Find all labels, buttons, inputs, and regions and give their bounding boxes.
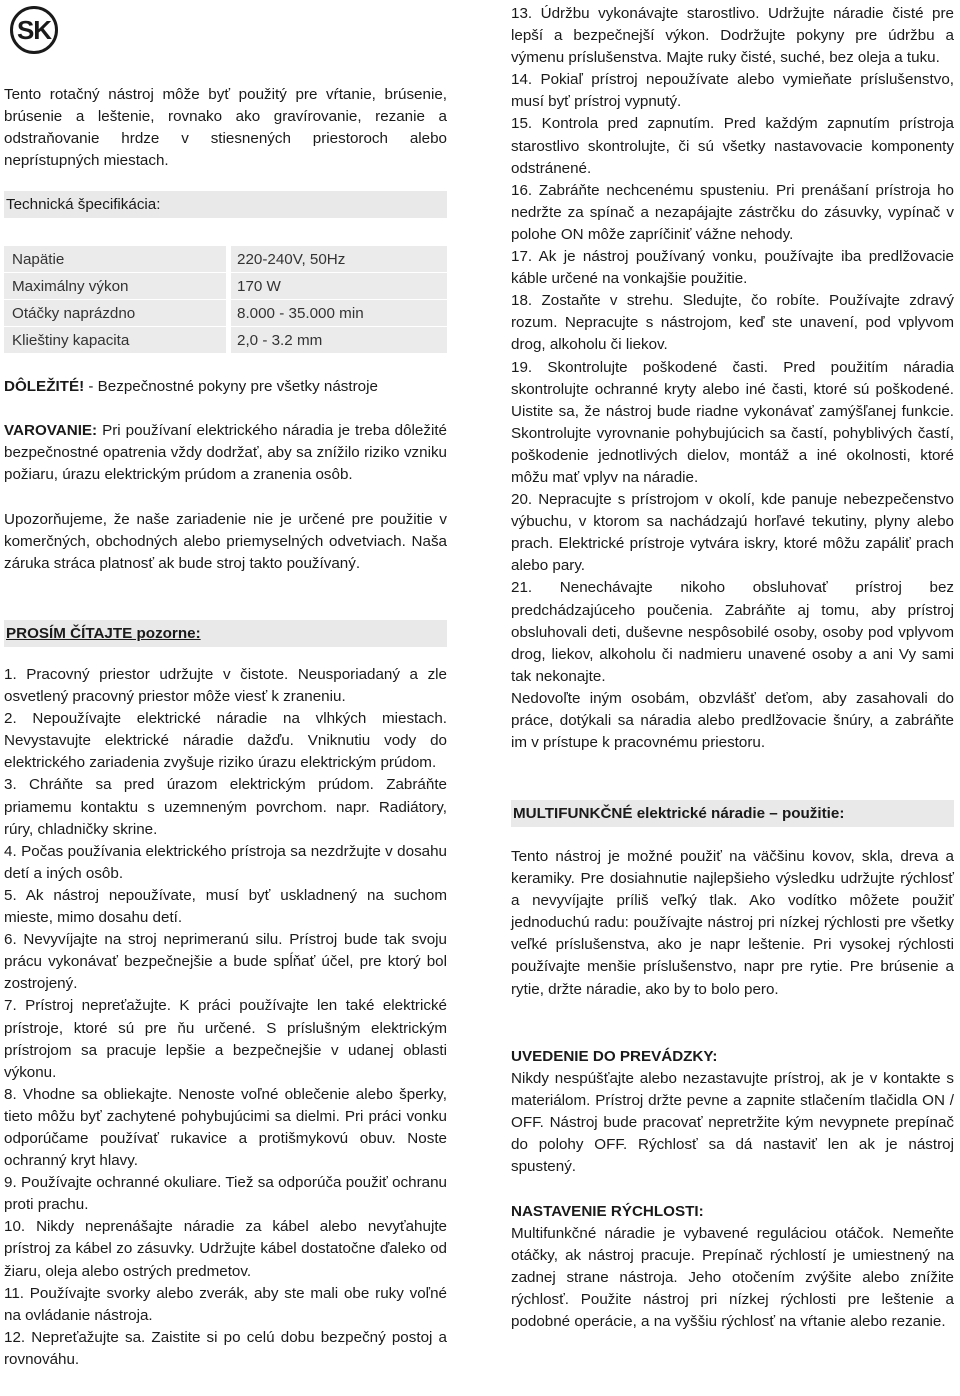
list-item: 18. Zostaňte v strehu. Sledujte, čo robíte. Používajte zdravý rozum. Nepracujte s nástrojom, keď ste unavení, pod vplyvom drog, alkoholu či liekov. bbox=[511, 292, 954, 354]
spec-value: 170 W bbox=[231, 273, 447, 300]
read-carefully-heading: PROSÍM ČÍTAJTE pozorne: bbox=[4, 620, 447, 647]
multifunction-paragraph: Tento nástroj je možné použiť na väčšinu kovov, skla, dreva a keramiky. Pre dosiahnutie najlepšieho výsledku udržujte rýchlosť a nevyvíjajte príliš veľký tlak. Ako vodítko môžete použiť jednoduchú radu: používajte nástroj pri nízkej rýchlosti pre všetky veľké príslušenstva, ako je napr leštenie. Pri vysokej rýchlosti používajte menšie príslušenstvo, napr pre rytie. Pre brúsenie a rytie, držte náradie, ako by to bolo pero. bbox=[511, 848, 954, 998]
spec-row bbox=[4, 327, 447, 354]
list-item: 7. Prístroj nepreťažujte. K práci používajte len také elektrické prístroje, ktoré sú pre ňu určené. S príslušným elektrickým prístrojom sa pracuje lepšie a bezpečnejšie v udanej oblasti výkonu. bbox=[4, 997, 447, 1081]
start-paragraph: Nikdy nespúšťajte alebo nezastavujte prístroj, ak je v kontakte s materiálom. Prístroj držte pevne a zapnite stlačením tlačidla ON / OFF. Nástroj bude pracovať nepretržite kým nevypnete prepínač do polohy OFF. Rýchlosť sa dá nastaviť len ak je nástroj spustený. bbox=[511, 1070, 954, 1176]
list-item: 13. Údržbu vykonávajte starostlivo. Udržujte náradie čisté pre lepší a bezpečnejší výkon. Dodržujte pokyny pre údržbu a výmenu príslušenstva. Majte ruky čisté, suché, bez oleja a tuku. bbox=[511, 5, 954, 67]
list-item: 3. Chráňte sa pred úrazom elektrickým prúdom. Zabráňte priamemu kontaktu s uzemneným povrchom. napr. Radiátory, rúry, chladničky skrine. bbox=[4, 776, 447, 838]
sk-language-logo: SK bbox=[10, 6, 58, 54]
intro-paragraph: Tento rotačný nástroj môže byť použitý pre vŕtanie, brúsenie, brúsenie a leštenie, rovnako ako gravírovanie, rezanie a odstraňovanie hrdze v stiesnených priestoroch alebo neprístupných miestach. bbox=[4, 86, 447, 170]
list-item: 20. Nepracujte s prístrojom v okolí, kde panuje nebezpečenstvo výbuchu, v ktorom sa nachádzajú horľavé tekutiny, plyny alebo prach. Elektrické prístroje vytvára iskry, ktoré môžu zapáliť prach alebo pary. bbox=[511, 491, 954, 575]
spec-row bbox=[4, 246, 447, 273]
list-item: 16. Zabráňte nechcenému spusteniu. Pri prenášaní prístroja ho nedržte za spínač a nezapájajte zástrčku do zásuvky, vypínač v polohe ON môže zapríčiniť vážne nehody. bbox=[511, 181, 954, 243]
list-item: 19. Skontrolujte poškodené časti. Pred použitím náradia skontrolujte ochranné kryty alebo iné časti, ktoré sú poškodené. Uistite sa, že nástroj bude riadne vykonávať zamýšľanej funkcie. Skontrolujte vyrovnanie pohybujúcich sa častí, pohyblivých častí, poškodenie jednotlivých dielov, montáž a iné okolnosti, ktoré môžu mať vplyv na náradie. bbox=[511, 358, 954, 486]
list-item: 10. Nikdy neprenášajte náradie za kábel alebo nevyťahujte prístroj za kábel zo zásuvky. Udržujte kábel dostatočne ďaleko od žiaru, oleja alebo ostrých predmetov. bbox=[4, 1218, 447, 1280]
list-item: 9. Používajte ochranné okuliare. Tiež sa odporúča použiť ochranu proti prachu. bbox=[4, 1174, 447, 1214]
list-item: 4. Počas používania elektrického prístroja sa nezdržujte v dosahu detí a iných osôb. bbox=[4, 842, 447, 882]
safety-list-right bbox=[511, 3, 954, 754]
important-text: - Bezpečnostné pokyny pre všetky nástroje bbox=[84, 378, 378, 395]
list-item: 11. Používajte svorky alebo zverák, aby ste mali obe ruky voľné na ovládanie nástroja. bbox=[4, 1284, 447, 1324]
spec-label: Otáčky naprázdno bbox=[4, 300, 226, 327]
list-item: 1. Pracovný priestor udržujte v čistote. Neusporiadaný a zle osvetlený pracovný priestor môže viesť k zraneniu. bbox=[4, 666, 447, 706]
speed-paragraph: Multifunkčné náradie je vybavené reguláciou otáčok. Nemeňte otáčky, ak nástroj pracuje. Prepínač rýchlostí je umiestnený na zadnej strane nástroja. Jeho otočením zvýšite alebo znížite rýchlosť. Použite nástroj pri nízkej rýchlosti pre leštenie a podobné operácie, a na vyššiu rýchlosť na vŕtanie alebo rezanie. bbox=[511, 1225, 954, 1331]
spec-value: 8.000 - 35.000 min bbox=[231, 300, 447, 327]
list-item: 14. Pokiaľ prístroj nepoužívate alebo vymieňate príslušenstvo, musí byť prístroj vypnutý. bbox=[511, 71, 954, 111]
spec-label: Maximálny výkon bbox=[4, 273, 226, 300]
warning-paragraph bbox=[4, 420, 447, 486]
list-item: 5. Ak nástroj nepoužívate, musí byť uskladnený na suchom mieste, mimo dosahu detí. bbox=[4, 886, 447, 927]
list-item: 2. Nepoužívajte elektrické náradie na vlhkých miestach. Nevystavujte elektrické náradie dažďu. Vniknutiu vody do elektrického zariadenia zvyšuje riziko úrazu elektrickým prúdom. bbox=[4, 710, 447, 772]
spec-label: Klieštiny kapacita bbox=[4, 327, 226, 354]
warning-label: VAROVANIE: bbox=[4, 422, 98, 439]
important-label: DÔLEŽITÉ! bbox=[4, 378, 85, 395]
spec-label: Napätie bbox=[4, 246, 226, 273]
list-item: 6. Nevyvíjajte na stroj neprimeranú silu. Prístroj bude tak svoju prácu vykonávať bezpečnejšie a bude spĺňať účel, pre ktorý bol zostrojený. bbox=[4, 931, 447, 993]
list-item: 12. Nepreťažujte sa. Zaistite si po celú dobu bezpečný postoj a rovnováhu. bbox=[4, 1328, 447, 1368]
multifunction-heading: MULTIFUNKČNÉ elektrické náradie – použitie: bbox=[511, 800, 954, 827]
speed-heading: NASTAVENIE RÝCHLOSTI: bbox=[511, 1203, 704, 1220]
spec-value: 220-240V, 50Hz bbox=[231, 246, 447, 273]
spec-table bbox=[4, 246, 447, 354]
list-item: 8. Vhodne sa obliekajte. Nenoste voľné oblečenie alebo šperky, tieto môžu byť zachytené pohybujúcimi sa dielmi. Pri práci vonku odporúčame používať rukavice a protišmykovú obuv. Noste ochranný kryt hlavy. bbox=[4, 1085, 447, 1170]
list-item: 17. Ak je nástroj používaný vonku, používajte iba predlžovacie káble určené na vonkajšie použitie. bbox=[511, 248, 954, 288]
spec-row bbox=[4, 273, 447, 300]
list-item: 21. Nenechávajte nikoho obsluhovať prístroj bez predchádzajúceho poučenia. Zabráňte aj tomu, aby prístroj obsluhovali deti, duševne nespôsobilé osoby, osoby pod vplyvom drog, liekov, alkoholu či nadmieru unavené osoby a ani Vy sami tak nekonajte. bbox=[511, 579, 954, 685]
safety-list-left bbox=[4, 664, 447, 1371]
spec-row bbox=[4, 300, 447, 327]
list-item: 15. Kontrola pred zapnutím. Pred každým zapnutím prístroja starostlivo skontrolujte, či sú všetky nastavovacie komponenty odstránené. bbox=[511, 115, 954, 177]
list-item: Nedovoľte iným osobám, obzvlášť deťom, aby zasahovali do práce, dotýkali sa náradia alebo predlžovacie šnúry, a zabráňte im v prístupe k pracovnému priestoru. bbox=[511, 689, 954, 752]
important-line bbox=[4, 376, 447, 398]
notice-paragraph: Upozorňujeme, že naše zariadenie nie je určené pre použitie v komerčných, obchodných alebo priemyselných odvetviach. Naša záruka stráca platnosť ak bude stroj takto používaný. bbox=[4, 511, 447, 573]
start-heading: UVEDENIE DO PREVÁDZKY: bbox=[511, 1048, 718, 1065]
warning-text: Pri používaní elektrického náradia je treba dôležité bezpečnostné opatrenia vždy dodržať, aby sa znížilo riziko vzniku požiaru, úrazu elektrickým prúdom a zranenia osôb. bbox=[4, 422, 447, 484]
spec-heading: Technická špecifikácia: bbox=[4, 191, 447, 218]
spec-value: 2,0 - 3.2 mm bbox=[231, 327, 447, 354]
